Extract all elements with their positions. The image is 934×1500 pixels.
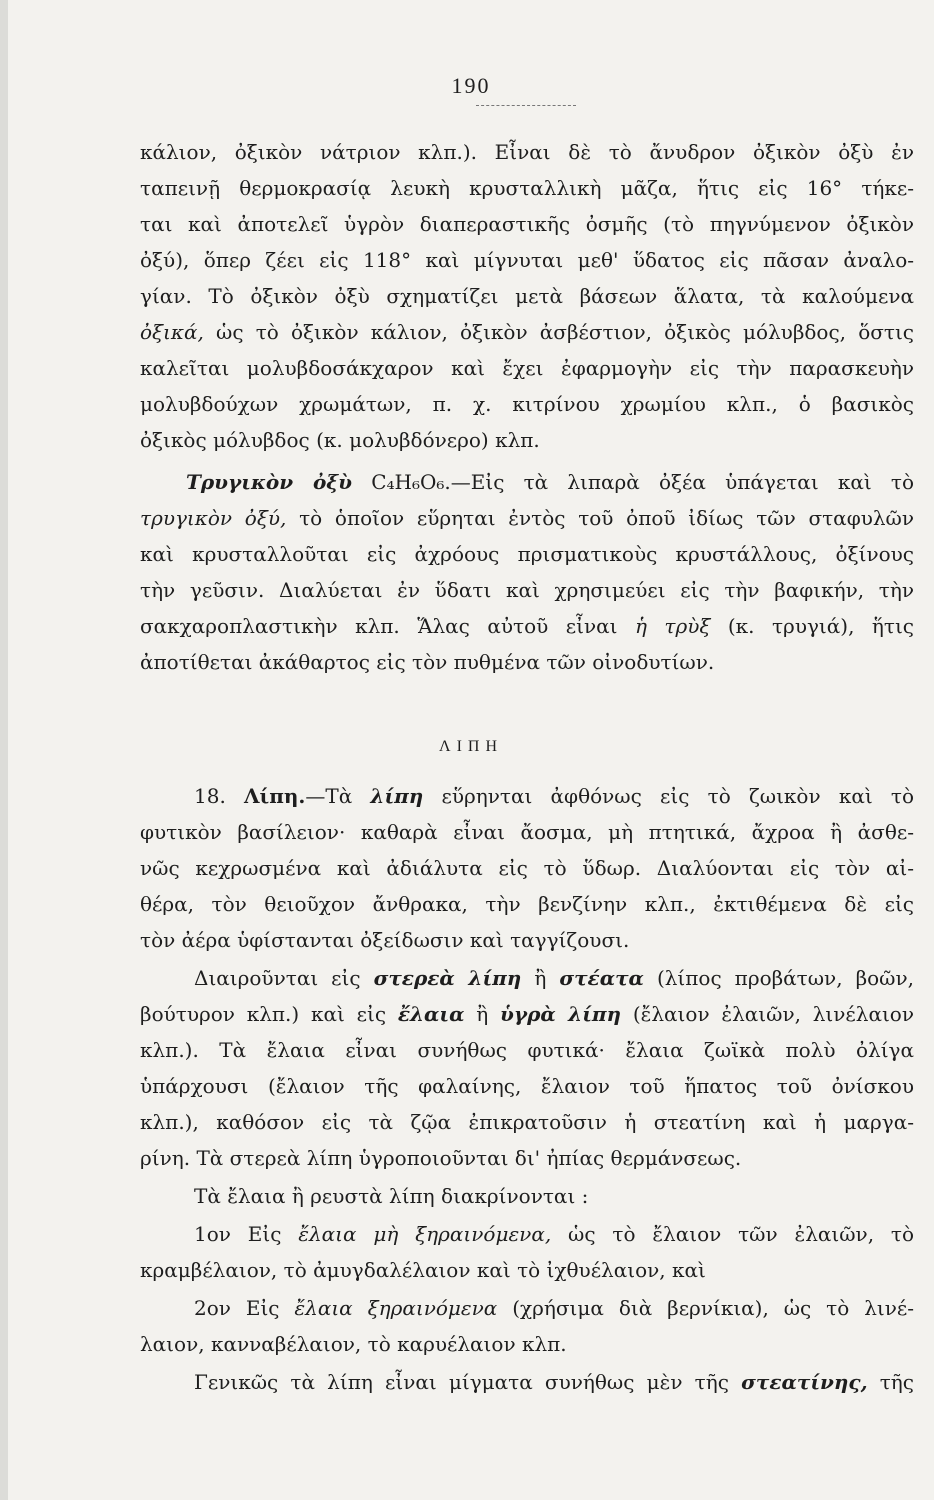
text-line: ταπεινῇ θερμοκρασίᾳ λευκὴ κρυσταλλικὴ μᾶζα, ἥτις εἰς 16° τήκε- (140, 176, 914, 200)
section-number: 18. (194, 784, 245, 808)
text-run: εὕρηνται ἀφθόνως εἰς τὸ ζωικὸν καὶ τὸ (423, 784, 914, 808)
text-line: κραμβέλαιον, τὸ ἀμυγδαλέλαιον καὶ τὸ ἰχθυέλαιον, καὶ (140, 1258, 706, 1282)
bold-term: ἔλαια (397, 1002, 465, 1026)
text-line: καλεῖται μολυβδοσάκχαρον καὶ ἔχει ἐφαρμογὴν εἰς τὴν παρασκευὴν (140, 356, 914, 380)
text-run: τῆς (867, 1370, 914, 1394)
text-line: ται καὶ ἀποτελεῖ ὑγρὸν διαπεραστικῆς ὀσμῆς (τὸ πηγνύμενον ὀξικὸν (140, 212, 914, 236)
text-run: (χρήσιμα διὰ βερνίκια), ὡς τὸ λινέ- (497, 1296, 915, 1320)
text-run: —Τὰ (305, 784, 371, 808)
text-run: ἢ (521, 966, 560, 990)
text-line: γίαν. Τὸ ὀξικὸν ὀξὺ σχηματίζει μετὰ βάσεων ἅλατα, τὰ καλούμενα (140, 284, 914, 308)
section-heading: ΛΙΠΗ (438, 738, 504, 755)
text-run: βούτυρον κλπ.) καὶ εἰς (140, 1002, 398, 1026)
text-line (140, 614, 914, 638)
text-line: λαιον, κανναβέλαιον, τὸ καρυέλαιον κλπ. (140, 1332, 567, 1356)
text-line: φυτικὸν βασίλειον· καθαρὰ εἶναι ἄοσμα, μὴ πτητικά, ἄχροα ἢ ἀσθε- (140, 820, 914, 844)
text-run: ὡς τὸ ὀξικὸν κάλιον, ὀξικὸν ἀσβέστιον, ὀξικὸς μόλυβδος, ὅστις (203, 320, 914, 344)
text-run: ἢ (464, 1002, 501, 1026)
text-line: ὀξύ), ὅπερ ζέει εἰς 118° καὶ μίγνυται μεθ' ὕδατος εἰς πᾶσαν ἀναλο- (140, 248, 914, 272)
text-line: τὴν γεῦσιν. Διαλύεται ἐν ὕδατι καὶ χρησιμεύει εἰς τὴν βαφικήν, τὴν (140, 578, 914, 602)
text-line: κλπ.), καθόσον εἰς τὰ ζῷα ἐπικρατοῦσιν ἡ στεατίνη καὶ ἡ μαργα- (140, 1110, 914, 1134)
text-line (140, 506, 914, 530)
text-line: τὸν ἀέρα ὑφίστανται ὀξείδωσιν καὶ ταγγίζουσι. (140, 928, 630, 952)
text-line: ὑπάρχουσι (ἔλαιον τῆς φαλαίνης, ἔλαιον τοῦ ἥπατος τοῦ ὀνίσκου (140, 1074, 914, 1098)
text-run: .—Εἰς τὰ λιπαρὰ ὀξέα ὑπάγεται καὶ τὸ (444, 470, 914, 494)
list-item (194, 1296, 914, 1320)
text-line: κλπ.). Τὰ ἔλαια εἶναι συνήθως φυτικά· ἔλαια ζωϊκὰ πολὺ ὀλίγα (140, 1038, 914, 1062)
page-number: 190 (451, 73, 491, 98)
bold-term: στέατα (559, 966, 644, 990)
italic-term: ἔλαια ξηραινόμενα (294, 1296, 498, 1320)
text-run: 2ον Εἰς (194, 1296, 295, 1320)
text-line (140, 1002, 914, 1026)
text-run: (λίπος προβάτων, βοῶν, (643, 966, 915, 990)
paragraph-start (194, 1370, 914, 1394)
text-line: μολυβδούχων χρωμάτων, π. χ. κιτρίνου χρωμίου κλπ., ὁ βασικὸς (140, 392, 914, 416)
text-line: ἀποτίθεται ἀκάθαρτος εἰς τὸν πυθμένα τῶν οἰνοδυτίων. (140, 650, 715, 674)
text-run: (ἔλαιον ἐλαιῶν, λινέλαιον (621, 1002, 915, 1026)
italic-term: ἡ τρὺξ (634, 614, 711, 638)
text-run: τὸ ὁποῖον εὕρηται ἐντὸς τοῦ ὀποῦ ἰδίως τῶν σταφυλῶν (286, 506, 914, 530)
text-line: νῶς κεχρωσμένα καὶ ἀδιάλυτα εἰς τὸ ὕδωρ. Διαλύονται εἰς τὸν αἰ- (140, 856, 914, 880)
text-run: ὡς τὸ ἔλαιον τῶν ἐλαιῶν, τὸ (551, 1222, 914, 1246)
text-line: καὶ κρυσταλλοῦται εἰς ἀχρόους πρισματικοὺς κρυστάλλους, ὀξίνους (140, 542, 914, 566)
paragraph-start (194, 966, 914, 990)
bold-term: λίπη (370, 784, 424, 808)
paragraph-start (186, 470, 914, 494)
text-run: Γενικῶς τὰ λίπη εἶναι μίγματα συνήθως μὲν τῆς (194, 1370, 742, 1394)
text-line (140, 320, 914, 344)
book-page (8, 0, 934, 1500)
paragraph-start (194, 784, 914, 808)
text-run: σακχαροπλαστικὴν κλπ. Ἅλας αὐτοῦ εἶναι (140, 614, 635, 638)
italic-term: ὀξικά, (140, 320, 204, 344)
paragraph-start: Τὰ ἔλαια ἢ ρευστὰ λίπη διακρίνονται : (194, 1184, 589, 1208)
bold-term: στεατίνης, (741, 1370, 868, 1394)
italic-term: τρυγικὸν ὀξύ, (140, 506, 287, 530)
chemical-formula: C₄H₆O₆ (371, 470, 445, 494)
list-item (194, 1222, 914, 1246)
subsection-title: Τρυγικὸν ὀξὺ (186, 470, 353, 494)
text-run: (κ. τρυγιά), ἥτις (710, 614, 914, 638)
text-line: θέρα, τὸν θειοῦχον ἄνθρακα, τὴν βενζίνην κλπ., ἐκτιθέμενα δὲ εἰς (140, 892, 914, 916)
text-line: κάλιον, ὀξικὸν νάτριον κλπ.). Εἶναι δὲ τὸ ἄνυδρον ὀξικὸν ὀξὺ ἐν (140, 140, 914, 164)
section-title: Λίπη. (244, 784, 306, 808)
text-run: Διαιροῦνται εἰς (194, 966, 374, 990)
italic-term: ἔλαια μὴ ξηραινόμενα, (298, 1222, 552, 1246)
text-line: ρίνη. Τὰ στερεὰ λίπη ὑγροποιοῦνται δι' ἠπίας θερμάνσεως. (140, 1146, 742, 1170)
bold-term: ὑγρὰ λίπη (500, 1002, 622, 1026)
text-line: ὀξικὸς μόλυβδος (κ. μολυβδόνερο) κλπ. (140, 428, 540, 452)
header-rule (476, 105, 576, 106)
bold-term: στερεὰ λίπη (373, 966, 522, 990)
text-run: 1ον Εἰς (194, 1222, 299, 1246)
